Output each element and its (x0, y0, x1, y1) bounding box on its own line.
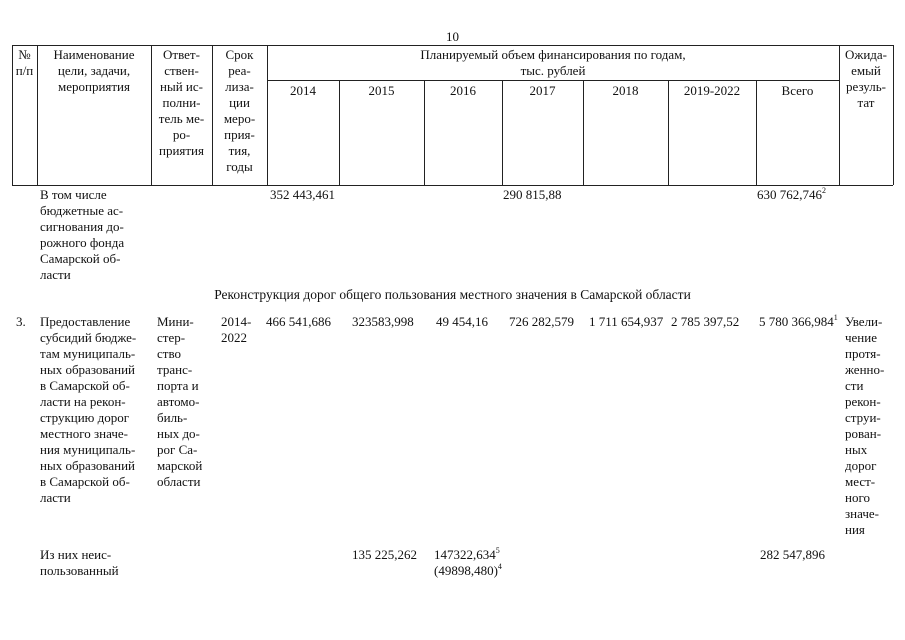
row4-name: Из них неис- пользованный (40, 547, 119, 578)
row3-name: Предоставление субсидий бюдже- там муниципаль- ных образований в Самарской об- ласти на рекон- струкцию дорог местного значе- ния муниципаль- ных образований в Самарской об- ласти (40, 314, 137, 505)
header-total: Всего (781, 83, 814, 98)
row3-2014: 466 541,686 (266, 314, 331, 329)
row3-term: 2014- 2022 (221, 314, 252, 345)
row1-total-footnote: 2 (822, 185, 826, 195)
row3-2017: 726 282,579 (509, 314, 574, 329)
header-num: № п/п (15, 47, 34, 78)
row3-2019-2022: 2 785 397,52 (671, 314, 740, 329)
header-year-2015: 2015 (368, 83, 395, 98)
row1-2014: 352 443,461 (270, 187, 335, 202)
row1-total: 630 762,746$^2$ (757, 185, 826, 202)
row4-total: 282 547,896 (760, 547, 825, 562)
row3-2016: 49 454,16 (436, 314, 488, 329)
row3-num: 3. (16, 314, 26, 329)
header-name: Наименование цели, задачи, мероприятия (53, 47, 135, 94)
row3-2015: 323583,998 (352, 314, 414, 329)
row1-name: В том числе бюджетные ас- сигнования до- рожного фонда Самарской об- ласти (40, 187, 125, 282)
header-year-2014: 2014 (290, 83, 316, 98)
header-funding: Планируемый объем финансирования по годам, тыс. рублей (420, 47, 686, 78)
section-title: Реконструкция дорог общего пользования местного значения в Самарской области (214, 287, 691, 302)
row3-2018: 1 711 654,937 (589, 314, 664, 329)
row1-2017: 290 815,88 (503, 187, 562, 202)
page-number: 10 (446, 29, 459, 44)
header-term: Срок реа- лиза- ции меро- прия- тия, годы (223, 47, 256, 174)
row4-2016: 147322,634$^5$ $(49898,480)^4$ (434, 545, 502, 578)
row3-responsible: Мини- стер- ство транс- порта и автомо- биль- ных до- рог Са- марской области (157, 314, 203, 489)
row4-2016b-footnote: 4 (497, 561, 502, 571)
header-responsible: Ответ- ствен- ный ис- полни- тель ме- ро- приятия (158, 47, 205, 158)
header-expected: Ожида- емый резуль- тат (844, 47, 888, 110)
row3-total: 5 780 366,984$^1$ (759, 312, 838, 329)
row4-2015: 135 225,262 (352, 547, 417, 562)
header-year-2019-2022: 2019-2022 (683, 83, 741, 98)
row3-expected: Увели- чение протя- женно- сти рекон- струи- рован- ных дорог мест- ного значе- ния (845, 314, 885, 537)
header-year-2016: 2016 (450, 83, 476, 98)
row3-total-footnote: 1 (833, 312, 838, 322)
header-year-2018: 2018 (612, 83, 639, 98)
row4-2016-footnote: 5 (495, 545, 500, 555)
header-year-2017: 2017 (529, 83, 556, 98)
